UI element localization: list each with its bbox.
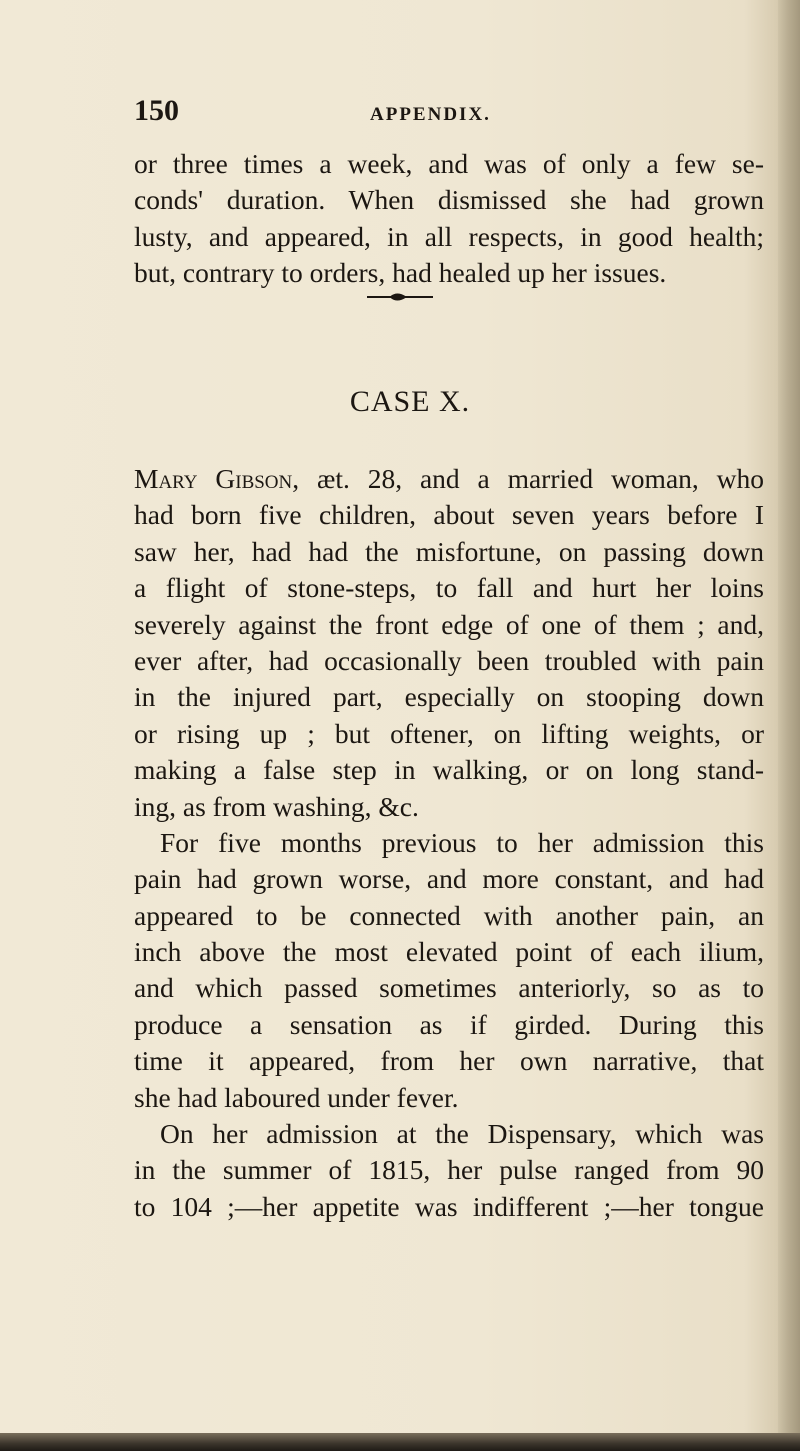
text-line: severely against the front edge of one of them ; and, [134, 608, 764, 640]
text-line: and which passed sometimes anteriorly, so as to [134, 972, 764, 1004]
page-number: 150 [134, 94, 179, 127]
running-head: APPENDIX. [370, 104, 491, 125]
text-line: she had laboured under fever. [134, 1081, 459, 1113]
text-line: time it appeared, from her own narrative, that [134, 1045, 764, 1077]
paragraph-top [134, 146, 764, 292]
text-line: had born five children, about seven years before I [134, 499, 764, 531]
text-line: making a false step in walking, or on long stand- [134, 754, 764, 786]
text-line-first [134, 461, 764, 497]
case-body [134, 461, 764, 1225]
text-line: pain had grown worse, and more constant, and had [134, 863, 764, 895]
text-line: For five months previous to her admission this [160, 826, 764, 858]
text-line: in the summer of 1815, her pulse ranged from 90 [134, 1154, 764, 1186]
text-line: produce a sensation as if girded. During this [134, 1008, 764, 1040]
case-heading-text: CASE X. [349, 385, 471, 418]
text-line: a flight of stone-steps, to fall and hurt her loins [134, 572, 764, 604]
case-heading [0, 385, 800, 419]
text-line: in the injured part, especially on stooping down [134, 681, 764, 713]
text-line: saw her, had had the misfortune, on passing down [134, 535, 764, 567]
page-edge-shadow [778, 0, 800, 1451]
first-line-rest: , æt. 28, and a married woman, who [292, 463, 764, 494]
text-line: lusty, and appeared, in all respects, in good health; [134, 220, 764, 252]
text-line: or three times a week, and was of only a few se- [134, 148, 764, 179]
text-line: but, contrary to orders, had healed up her issues. [134, 257, 667, 289]
text-line: to 104 ;—her appetite was indifferent ;—her tongue [134, 1190, 764, 1222]
text-line: ever after, had occasionally been troubled with pain [134, 644, 764, 676]
text-line: appeared to be connected with another pain, an [134, 899, 764, 931]
section-divider-ornament [365, 290, 435, 304]
text-line: ing, as from washing, &c. [134, 790, 419, 822]
text-line: conds' duration. When dismissed she had grown [134, 184, 764, 216]
page-bottom-shadow [0, 1433, 800, 1451]
page-header [134, 94, 654, 134]
text-line: or rising up ; but oftener, on lifting weights, or [134, 717, 764, 749]
text-line: On her admission at the Dispensary, which was [160, 1118, 764, 1150]
text-line: inch above the most elevated point of each ilium, [134, 936, 764, 968]
patient-name: Mary Gibson [134, 463, 293, 494]
